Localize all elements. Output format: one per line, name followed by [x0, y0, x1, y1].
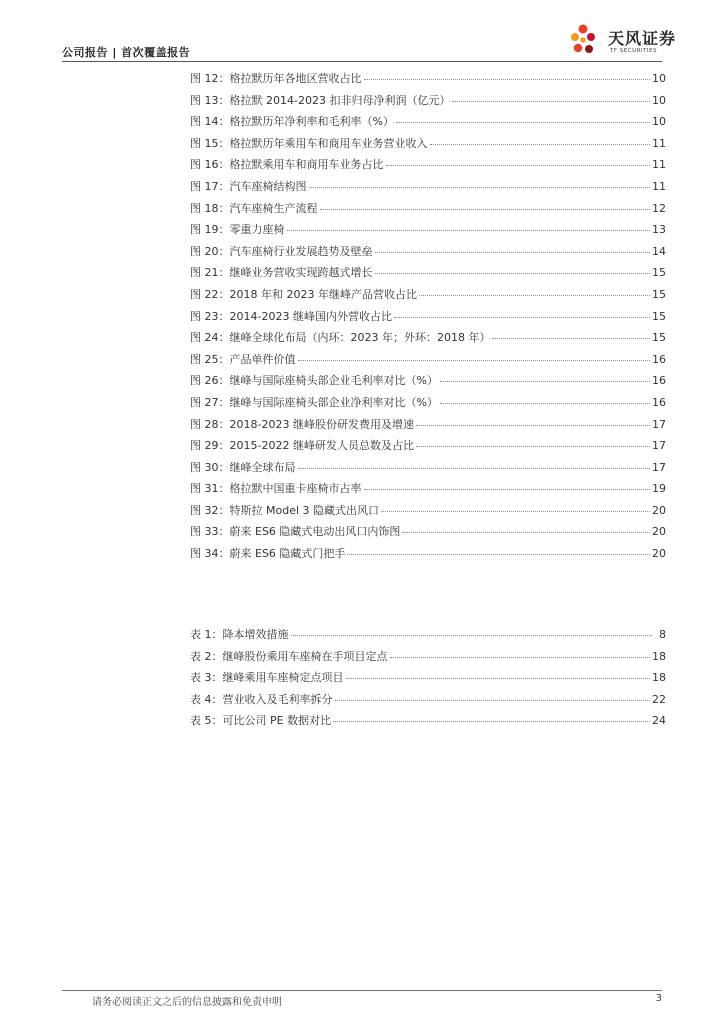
toc-dot-leader: [430, 143, 651, 145]
toc-entry[interactable]: [190, 457, 666, 479]
toc-entry-page: 11: [652, 136, 666, 150]
toc-entry-label: 图 13：格拉默 2014-2023 扣非归母净利润（亿元）: [190, 93, 451, 107]
toc-entry[interactable]: [190, 90, 666, 112]
logo-text-cn: 天风证券: [608, 29, 677, 48]
toc-entry-label: 图 16：格拉默乘用车和商用车业务占比: [190, 158, 384, 172]
toc-entry-page: 10: [652, 115, 666, 129]
toc-entry-label: 图 15：格拉默历年乘用车和商用车业务营业收入: [190, 136, 428, 150]
toc-entry-label: 图 21：继峰业务营收实现跨越式增长: [190, 266, 373, 280]
toc-entry[interactable]: [190, 624, 666, 646]
toc-entry-page: 22: [652, 692, 666, 706]
toc-entry[interactable]: [190, 500, 666, 522]
report-type-label: 公司报告 | 首次覆盖报告: [62, 46, 191, 59]
toc-entry[interactable]: [190, 646, 666, 668]
toc-entry-label: 表 4：营业收入及毛利率拆分: [190, 692, 333, 706]
toc-dot-leader: [335, 699, 651, 701]
page-number: 3: [655, 993, 662, 1004]
toc-entry-label: 图 25：产品单件价值: [190, 352, 296, 366]
footer-disclaimer: 请务必阅读正文之后的信息披露和免责申明: [92, 997, 282, 1008]
toc-dot-leader: [416, 424, 650, 426]
toc-dot-leader: [364, 78, 651, 80]
toc-entry[interactable]: [190, 284, 666, 306]
toc-dot-leader: [347, 553, 650, 555]
toc-entry-label: 图 19：零重力座椅: [190, 223, 285, 237]
toc-entry-page: 13: [652, 223, 666, 237]
toc-dot-leader: [440, 380, 650, 382]
toc-dot-leader: [287, 229, 651, 231]
toc-entry[interactable]: [190, 68, 666, 90]
toc-entry-label: 图 27：继峰与国际座椅头部企业净利率对比（%）: [190, 395, 438, 409]
toc-entry[interactable]: [190, 543, 666, 565]
toc-entry-page: 15: [652, 287, 666, 301]
toc-entry-page: 17: [652, 417, 666, 431]
toc-dot-leader: [298, 467, 651, 469]
toc-entry[interactable]: [190, 219, 666, 241]
toc-entry-label: 图 14：格拉默历年净利率和毛利率（%）: [190, 115, 394, 129]
toc-entry[interactable]: [190, 133, 666, 155]
toc-dot-leader: [394, 316, 650, 318]
toc-entry-label: 图 23：2014-2023 继峰国内外营收占比: [190, 309, 392, 323]
toc-entry[interactable]: [190, 689, 666, 711]
toc-entry[interactable]: [190, 478, 666, 500]
toc-dot-leader: [309, 186, 651, 188]
toc-entry-label: 图 17：汽车座椅结构图: [190, 179, 307, 193]
toc-entry[interactable]: [190, 710, 666, 732]
toc-entry-label: 图 31：格拉默中国重卡座椅市占率: [190, 482, 362, 496]
toc-dot-leader: [375, 251, 651, 253]
toc-entry-page: 19: [652, 482, 666, 496]
toc-entry[interactable]: [190, 262, 666, 284]
toc-entry-label: 图 18：汽车座椅生产流程: [190, 201, 318, 215]
toc-entry-page: 10: [652, 72, 666, 85]
toc-entry-label: 表 2：继峰股份乘用车座椅在手项目定点: [190, 649, 388, 663]
tables-table-of-contents: [190, 624, 666, 732]
toc-entry-label: 图 28：2018-2023 继峰股份研发费用及增速: [190, 417, 414, 431]
toc-entry[interactable]: [190, 198, 666, 220]
toc-entry-page: 15: [652, 309, 666, 323]
toc-entry-label: 图 30：继峰全球布局: [190, 460, 296, 474]
toc-entry-label: 图 33：蔚来 ES6 隐藏式电动出风口内饰图: [190, 525, 401, 539]
toc-entry-label: 图 24：继峰全球化布局（内环：2023 年；外环：2018 年）: [190, 331, 491, 345]
toc-entry[interactable]: [190, 241, 666, 263]
toc-dot-leader: [386, 164, 651, 166]
toc-entry[interactable]: [190, 667, 666, 689]
toc-entry[interactable]: [190, 370, 666, 392]
toc-entry-page: 15: [652, 266, 666, 280]
toc-entry-page: 12: [652, 201, 666, 215]
toc-entry-page: 16: [652, 395, 666, 409]
toc-entry[interactable]: [190, 349, 666, 371]
toc-entry[interactable]: [190, 521, 666, 543]
toc-entry[interactable]: [190, 176, 666, 198]
toc-entry[interactable]: [190, 154, 666, 176]
toc-dot-leader: [492, 337, 650, 339]
toc-entry[interactable]: [190, 435, 666, 457]
toc-dot-leader: [298, 359, 651, 361]
toc-entry-page: 24: [652, 714, 666, 728]
toc-entry[interactable]: [190, 306, 666, 328]
toc-entry-page: 8: [659, 628, 666, 641]
toc-entry-label: 图 20：汽车座椅行业发展趋势及壁垒: [190, 244, 373, 258]
toc-dot-leader: [346, 677, 651, 679]
toc-entry-page: 14: [652, 244, 666, 258]
toc-entry-label: 图 22：2018 年和 2023 年继峰产品营收占比: [190, 287, 417, 301]
toc-dot-leader: [419, 294, 650, 296]
toc-dot-leader: [402, 531, 650, 533]
toc-dot-leader: [333, 720, 650, 722]
toc-entry-page: 16: [652, 352, 666, 366]
toc-entry-page: 20: [652, 525, 666, 539]
toc-entry-page: 11: [652, 158, 666, 172]
toc-entry[interactable]: [190, 392, 666, 414]
footer-divider: [62, 990, 662, 991]
toc-dot-leader: [291, 634, 653, 636]
toc-entry-page: 18: [652, 671, 666, 685]
toc-dot-leader: [320, 208, 651, 210]
toc-entry-label: 表 5：可比公司 PE 数据对比: [190, 714, 332, 728]
toc-dot-leader: [416, 445, 650, 447]
toc-entry-page: 10: [652, 93, 666, 107]
figures-table-of-contents: [190, 68, 666, 565]
toc-entry-page: 17: [652, 439, 666, 453]
toc-entry[interactable]: [190, 111, 666, 133]
toc-entry-page: 20: [652, 503, 666, 517]
toc-entry-label: 图 29：2015-2022 继峰研发人员总数及占比: [190, 439, 414, 453]
toc-entry-label: 图 26：继峰与国际座椅头部企业毛利率对比（%）: [190, 374, 438, 388]
toc-entry-label: 图 12：格拉默历年各地区营收占比: [190, 72, 362, 85]
toc-entry[interactable]: [190, 414, 666, 436]
toc-entry-label: 表 3：继峰乘用车座椅定点项目: [190, 671, 344, 685]
logo-text-en: TF SECURITIES: [610, 48, 657, 54]
toc-dot-leader: [390, 656, 651, 658]
toc-entry-page: 18: [652, 649, 666, 663]
toc-dot-leader: [375, 272, 651, 274]
toc-dot-leader: [440, 402, 650, 404]
toc-dot-leader: [364, 488, 651, 490]
toc-entry-page: 17: [652, 460, 666, 474]
toc-dot-leader: [396, 121, 650, 123]
toc-dot-leader: [381, 510, 650, 512]
toc-entry-page: 11: [652, 179, 666, 193]
toc-dot-leader: [452, 100, 650, 102]
toc-entry[interactable]: [190, 327, 666, 349]
toc-entry-page: 15: [652, 331, 666, 345]
toc-entry-label: 图 32：特斯拉 Model 3 隐藏式出风口: [190, 503, 380, 517]
toc-entry-page: 20: [652, 547, 666, 561]
toc-entry-page: 16: [652, 374, 666, 388]
toc-entry-label: 图 34：蔚来 ES6 隐藏式门把手: [190, 547, 346, 561]
toc-entry-label: 表 1：降本增效措施: [190, 628, 289, 641]
